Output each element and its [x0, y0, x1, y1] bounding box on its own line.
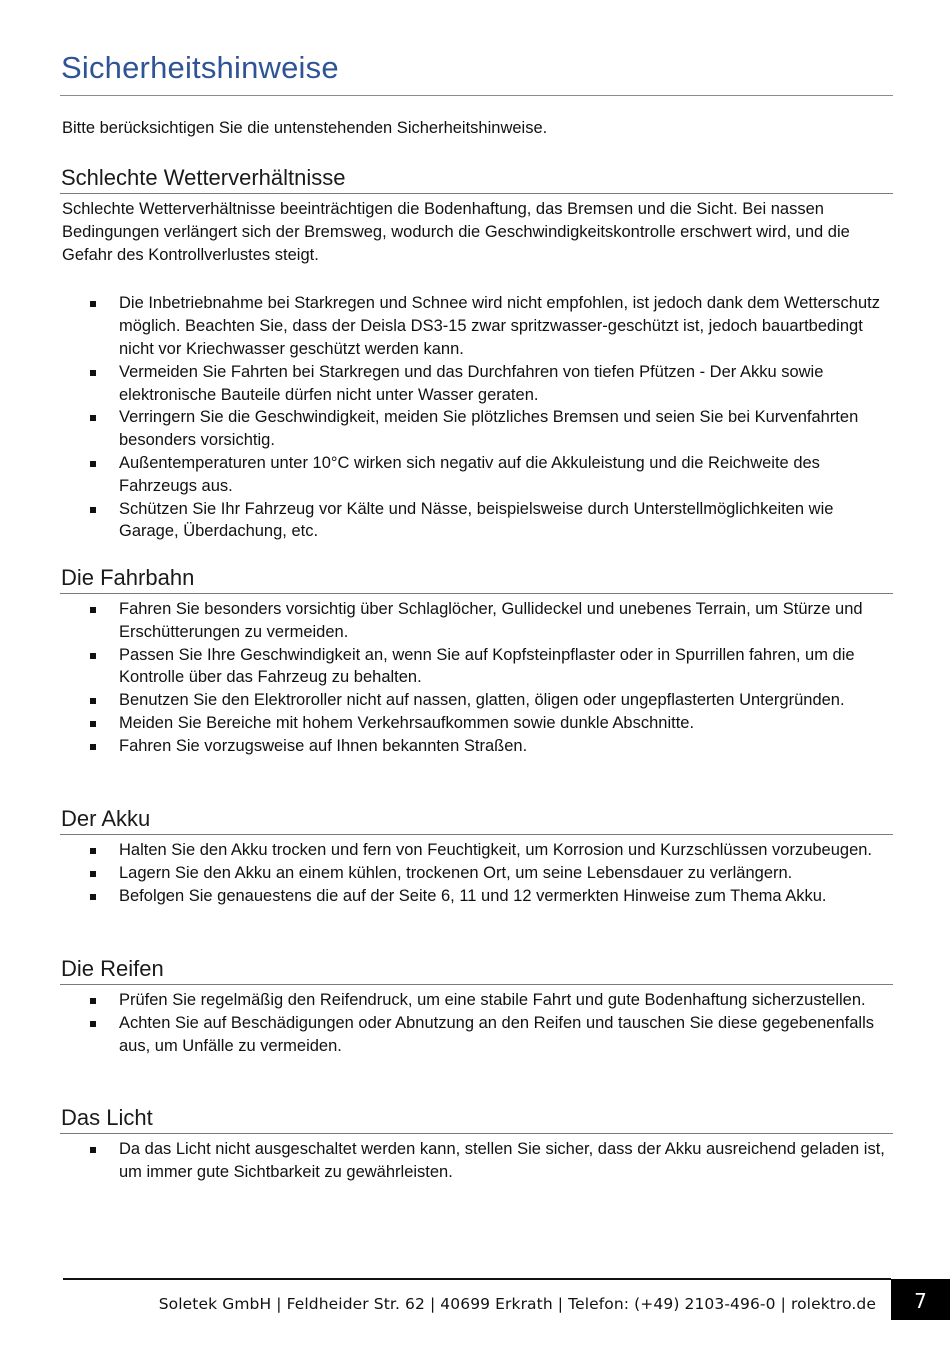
- title-divider: [60, 95, 893, 96]
- list-item: [60, 839, 893, 862]
- list-item-text: Fahren Sie besonders vorsichtig über Schlaglöcher, Gullideckel und unebenes Terrain, um Stürze und Erschütterungen zu vermeiden.: [119, 600, 863, 641]
- section-weather: [60, 163, 893, 543]
- list-item-text: Die Inbetriebnahme bei Starkregen und Schnee wird nicht empfohlen, ist jedoch dank dem Wetterschutz möglich. Beachten Sie, dass der Deisla DS3-15 zwar spritzwasser-geschützt ist, jedoch bauartbedingt nicht vor Kriechwasser geschützt werden kann.: [119, 294, 880, 358]
- list-item-text: Außentemperaturen unter 10°C wirken sich negativ auf die Akkuleistung und die Reichweite des Fahrzeugs aus.: [119, 453, 820, 495]
- bullet-icon: [90, 301, 96, 307]
- list-item-text: Halten Sie den Akku trocken und fern von Feuchtigkeit, um Korrosion und Kurzschlüssen vorzubeugen.: [119, 841, 873, 859]
- list-item-text: Prüfen Sie regelmäßig den Reifendruck, um eine stabile Fahrt und gute Bodenhaftung sicherzustellen.: [119, 991, 866, 1009]
- bullet-icon: [90, 607, 96, 613]
- list-item: [60, 712, 893, 735]
- page-title: Sicherheitshinweise: [61, 50, 339, 85]
- section-heading: Schlechte Wetterverhältnisse: [60, 163, 893, 194]
- list-item: [60, 406, 893, 452]
- list-item: [60, 735, 893, 758]
- section-road: [60, 563, 893, 758]
- section-light: [60, 1103, 893, 1184]
- list-item: [60, 598, 893, 644]
- bullet-icon: [90, 871, 96, 877]
- bullet-icon: [90, 848, 96, 854]
- bullet-icon: [90, 1021, 96, 1027]
- list-item: [60, 885, 893, 908]
- intro-text: Bitte berücksichtigen Sie die untenstehenden Sicherheitshinweise.: [62, 119, 548, 137]
- bullet-list: [60, 839, 893, 907]
- bullet-list: [60, 292, 893, 543]
- section-heading: Der Akku: [60, 804, 893, 835]
- section-heading: Die Fahrbahn: [60, 563, 893, 594]
- list-item: [60, 1012, 893, 1058]
- list-item-text: Achten Sie auf Beschädigungen oder Abnutzung an den Reifen und tauschen Sie diese gegebenenfalls aus, um Unfälle zu vermeiden.: [119, 1013, 874, 1055]
- list-item-text: Lagern Sie den Akku an einem kühlen, trockenen Ort, um seine Lebensdauer zu verlängern.: [119, 863, 793, 882]
- list-item: [60, 498, 893, 544]
- list-item-text: Vermeiden Sie Fahrten bei Starkregen und das Durchfahren von tiefen Pfützen - Der Akku sowie elektronische Bauteile dürfen nicht unter Wasser geraten.: [119, 362, 824, 404]
- section-paragraph: Schlechte Wetterverhältnisse beeinträchtigen die Bodenhaftung, das Bremsen und die Sicht. Bei nassen Bedingungen verlängert sich der Bremsweg, wodurch die Geschwindigkeitskontrolle erschwert wird, und die Gefahr des Kontrollverlustes steigt.: [62, 200, 850, 264]
- bullet-icon: [90, 698, 96, 704]
- bullet-icon: [90, 461, 96, 467]
- list-item-text: Da das Licht nicht ausgeschaltet werden kann, stellen Sie sicher, dass der Akku ausreichend geladen ist, um immer gute Sichtbarkeit zu gewährleisten.: [119, 1140, 885, 1181]
- bullet-icon: [90, 894, 96, 900]
- footer-divider: [63, 1278, 891, 1280]
- list-item-text: Schützen Sie Ihr Fahrzeug vor Kälte und Nässe, beispielsweise durch Unterstellmöglichkeiten wie Garage, Überdachung, etc.: [119, 499, 834, 541]
- bullet-list: [60, 989, 893, 1057]
- bullet-icon: [90, 721, 96, 727]
- bullet-icon: [90, 998, 96, 1004]
- list-item: [60, 989, 893, 1012]
- section-heading: Die Reifen: [60, 954, 893, 985]
- section-battery: [60, 804, 893, 907]
- list-item: [60, 361, 893, 407]
- bullet-icon: [90, 653, 96, 659]
- footer-contact-text: Soletek GmbH | Feldheider Str. 62 | 40699 Erkrath | Telefon: (+49) 2103-496-0 | rolektro.de: [158, 1295, 876, 1313]
- list-item-text: Verringern Sie die Geschwindigkeit, meiden Sie plötzliches Bremsen und seien Sie bei Kurvenfahrten besonders vorsichtig.: [119, 408, 859, 450]
- list-item: [60, 292, 893, 360]
- section-heading: Das Licht: [60, 1103, 893, 1134]
- list-item-text: Benutzen Sie den Elektroroller nicht auf nassen, glatten, öligen oder ungepflasterten Untergründen.: [119, 691, 845, 710]
- list-item: [60, 452, 893, 498]
- page-number-badge: 7: [891, 1279, 950, 1320]
- bullet-icon: [90, 415, 96, 421]
- bullet-icon: [90, 507, 96, 513]
- list-item: [60, 689, 893, 712]
- list-item-text: Meiden Sie Bereiche mit hohem Verkehrsaufkommen sowie dunkle Abschnitte.: [119, 713, 695, 732]
- bullet-icon: [90, 744, 96, 750]
- bullet-icon: [90, 1147, 96, 1153]
- list-item: [60, 862, 893, 885]
- bullet-icon: [90, 370, 96, 376]
- list-item-text: Passen Sie Ihre Geschwindigkeit an, wenn Sie auf Kopfsteinpflaster oder in Spurrillen fahren, um die Kontrolle über das Fahrzeug zu behalten.: [119, 645, 855, 687]
- list-item-text: Befolgen Sie genauestens die auf der Seite 6, 11 und 12 vermerkten Hinweise zum Thema Akku.: [119, 886, 827, 905]
- section-tires: [60, 954, 893, 1057]
- list-item-text: Fahren Sie vorzugsweise auf Ihnen bekannten Straßen.: [119, 736, 528, 755]
- bullet-list: [60, 598, 893, 758]
- list-item: [60, 1138, 893, 1184]
- bullet-list: [60, 1138, 893, 1184]
- list-item: [60, 644, 893, 690]
